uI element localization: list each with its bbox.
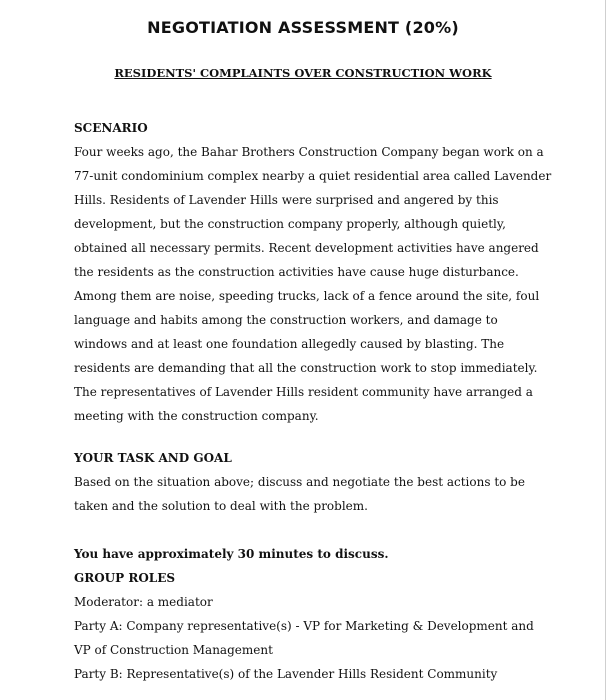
role-party-a: Party A: Company representative(s) - VP for Marketing & Development and xyxy=(74,619,534,633)
scenario-line: Among them are noise, speeding trucks, lack of a fence around the site, foul xyxy=(74,289,540,303)
task-paragraph xyxy=(74,470,544,518)
scenario-line: Hills. Residents of Lavender Hills were surprised and angered by this xyxy=(74,193,499,207)
role-moderator: Moderator: a mediator xyxy=(74,595,213,609)
scenario-paragraph xyxy=(74,140,552,428)
scenario-line: 77-unit condominium complex nearby a quiet residential area called Lavender xyxy=(74,169,552,183)
scenario-line: Four weeks ago, the Bahar Brothers Construction Company began work on a xyxy=(74,145,544,159)
document-title: NEGOTIATION ASSESSMENT (20%) xyxy=(147,18,459,37)
task-line: Based on the situation above; discuss and negotiate the best actions to be xyxy=(74,475,525,489)
scenario-line: language and habits among the construction workers, and damage to xyxy=(74,313,498,327)
task-heading: YOUR TASK AND GOAL xyxy=(74,451,232,465)
document-subtitle: RESIDENTS' COMPLAINTS OVER CONSTRUCTION WORK xyxy=(114,66,492,80)
task-section xyxy=(74,446,544,518)
task-line: taken and the solution to deal with the problem. xyxy=(74,499,368,513)
scenario-line: development, but the construction company properly, although quietly, xyxy=(74,217,506,231)
group-roles-heading: GROUP ROLES xyxy=(74,571,176,585)
scenario-line: the residents as the construction activities have cause huge disturbance. xyxy=(74,265,519,279)
scenario-line: The representatives of Lavender Hills resident community have arranged a xyxy=(74,385,533,399)
scenario-heading: SCENARIO xyxy=(74,121,148,135)
roles-section xyxy=(74,542,544,686)
scenario-line: meeting with the construction company. xyxy=(74,409,319,423)
role-party-a-continued: VP of Construction Management xyxy=(74,643,273,657)
scenario-line: residents are demanding that all the construction work to stop immediately. xyxy=(74,361,538,375)
role-party-b: Party B: Representative(s) of the Lavender Hills Resident Community xyxy=(74,667,498,681)
scenario-section xyxy=(74,116,552,428)
scenario-line: obtained all necessary permits. Recent development activities have angered xyxy=(74,241,539,255)
scenario-line: windows and at least one foundation allegedly caused by blasting. The xyxy=(74,337,505,351)
time-note: You have approximately 30 minutes to discuss. xyxy=(74,547,389,561)
